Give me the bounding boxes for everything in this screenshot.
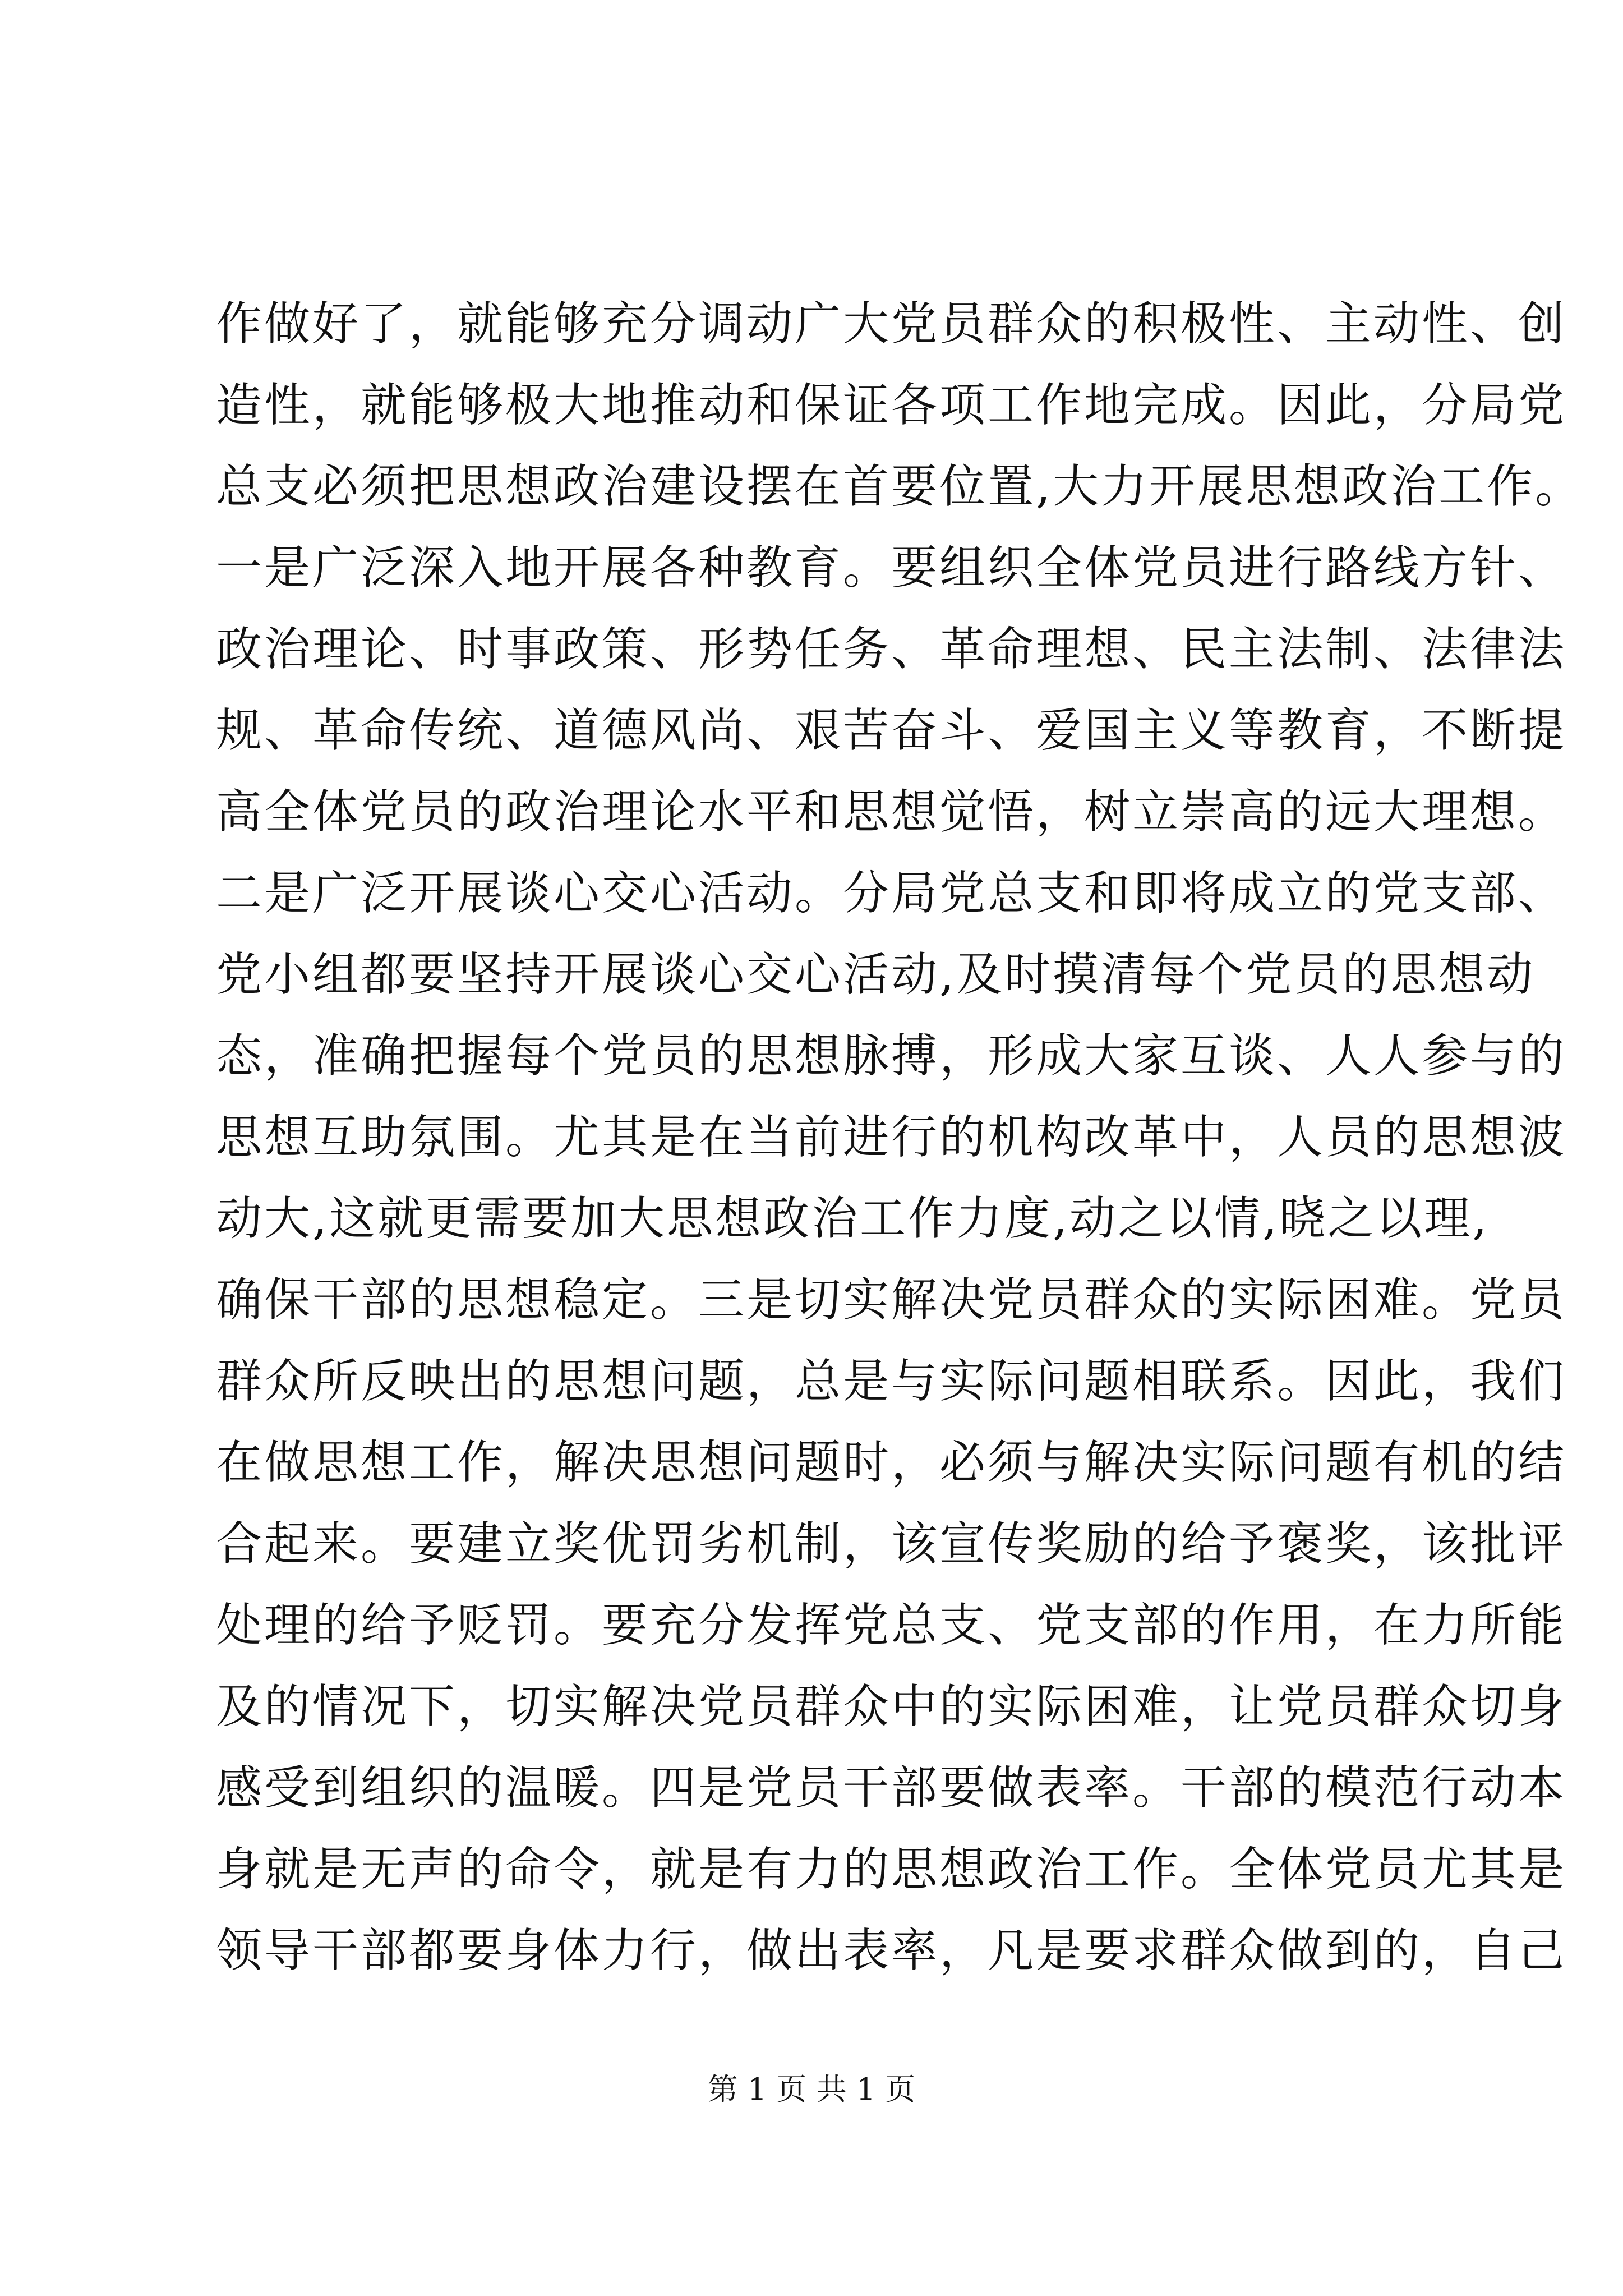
- text-line: 党小组都要坚持开展谈心交心活动,及时摸清每个党员的思想动: [216, 948, 1536, 1001]
- text-line: 及的情况下，切实解决党员群众中的实际困难，让党员群众切身: [216, 1680, 1567, 1733]
- text-line: 态，准确把握每个党员的思想脉搏，形成大家互谈、人人参与的: [216, 1029, 1567, 1083]
- text-line: 二是广泛开展谈心交心活动。分局党总支和即将成立的党支部、: [216, 867, 1567, 920]
- page-number-footer: 第 1 页 共 1 页: [707, 2072, 916, 2107]
- text-line: 一是广泛深入地开展各种教育。要组织全体党员进行路线方针、: [216, 541, 1567, 595]
- text-line: 感受到组织的温暖。四是党员干部要做表率。干部的模范行动本: [216, 1761, 1567, 1815]
- text-line: 思想互助氛围。尤其是在当前进行的机构改革中，人员的思想波: [216, 1111, 1567, 1164]
- text-line: 身就是无声的命令，就是有力的思想政治工作。全体党员尤其是: [216, 1843, 1567, 1896]
- text-line: 作做好了，就能够充分调动广大党员群众的积极性、主动性、创: [216, 297, 1567, 351]
- body-text: [216, 283, 1584, 1991]
- text-line: 在做思想工作，解决思想问题时，必须与解决实际问题有机的结: [216, 1436, 1567, 1489]
- text-line: 高全体党员的政治理论水平和思想觉悟，树立崇高的远大理想。: [216, 785, 1567, 839]
- text-line: 合起来。要建立奖优罚劣机制，该宣传奖励的给予褒奖，该批评: [216, 1517, 1567, 1571]
- text-line: 领导干部都要身体力行，做出表率，凡是要求群众做到的，自己: [216, 1924, 1567, 1977]
- text-line: 规、革命传统、道德风尚、艰苦奋斗、爱国主义等教育，不断提: [216, 704, 1567, 757]
- text-line: 动大,这就更需要加大思想政治工作力度,动之以情,晓之以理,: [216, 1192, 1490, 1245]
- text-line: 政治理论、时事政策、形势任务、革命理想、民主法制、法律法: [216, 623, 1567, 676]
- text-line: 造性，就能够极大地推动和保证各项工作地完成。因此，分局党: [216, 379, 1567, 432]
- text-line: 总支必须把思想政治建设摆在首要位置,大力开展思想政治工作。: [216, 460, 1584, 513]
- text-line: 处理的给予贬罚。要充分发挥党总支、党支部的作用，在力所能: [216, 1599, 1567, 1652]
- text-line: 群众所反映出的思想问题，总是与实际问题相联系。因此，我们: [216, 1355, 1567, 1408]
- text-line: 确保干部的思想稳定。三是切实解决党员群众的实际困难。党员: [216, 1273, 1567, 1327]
